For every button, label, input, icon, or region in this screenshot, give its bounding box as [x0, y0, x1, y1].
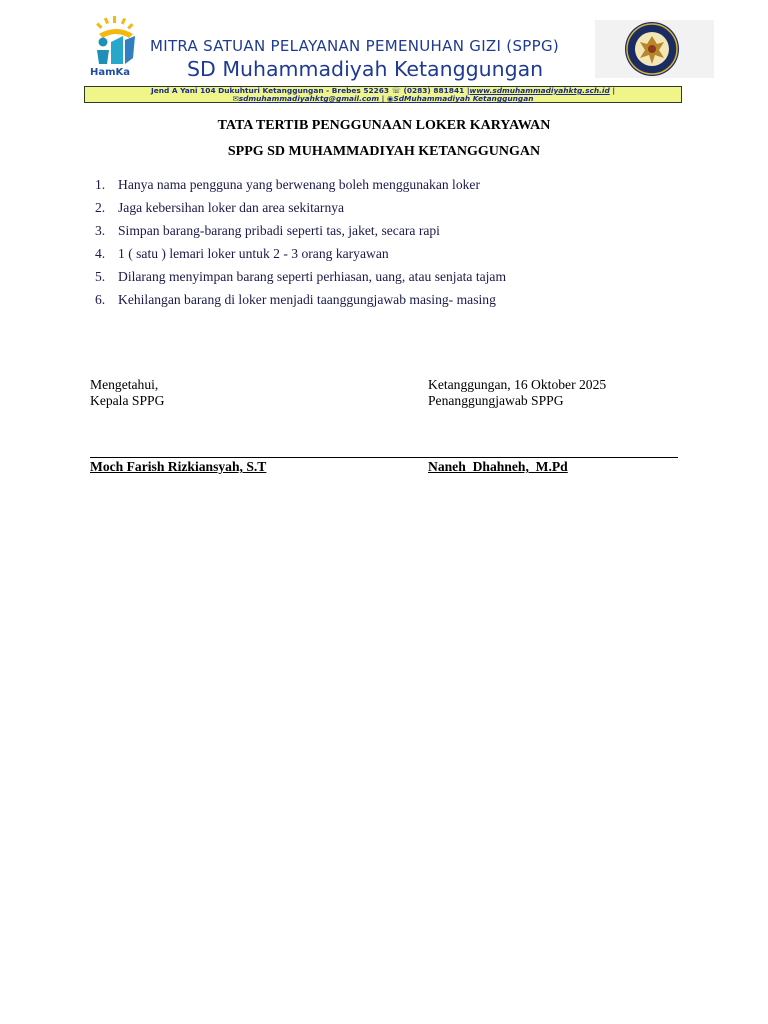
phone-icon: ☏: [391, 86, 401, 95]
rule-number: 6.: [95, 292, 106, 307]
signature-left-block: [90, 377, 164, 409]
address-line1: Jend A Yani 104 Dukuhturi Ketanggungan - Brebes 52263 ☏ (0283) 881841 |www.sdmuhammadiyahktg.sch.id |: [150, 86, 616, 95]
rule-text: 1 ( satu ) lemari loker untuk 2 - 3 orang karyawan: [118, 246, 389, 261]
mail-icon: ✉: [232, 94, 239, 103]
right-role-label: Penanggungjawab SPPG: [428, 393, 564, 408]
rule-item: [95, 200, 506, 223]
rule-number: 3.: [95, 223, 106, 238]
header-title-line2: SD Muhammadiyah Ketanggungan: [187, 57, 544, 81]
left-role-label: Kepala SPPG: [90, 393, 165, 408]
rule-number: 4.: [95, 246, 106, 261]
rule-text: Simpan barang-barang pribadi seperti tas, jaket, secara rapi: [118, 223, 440, 238]
rule-item: [95, 269, 506, 292]
header-title-line1: MITRA SATUAN PELAYANAN PEMENUHAN GIZI (SPPG): [150, 37, 560, 55]
rule-text: Dilarang menyimpan barang seperti perhiasan, uang, atau senjata tajam: [118, 269, 507, 284]
rule-number: 1.: [95, 177, 106, 192]
address-street: Jend A Yani 104 Dukuhturi Ketanggungan - Brebes 52263: [150, 86, 390, 95]
rule-text: Jaga kebersihan loker dan area sekitarnya: [118, 200, 345, 215]
rules-list: [95, 177, 506, 315]
document-title: TATA TERTIB PENGGUNAAN LOKER KARYAWAN: [217, 118, 551, 133]
rule-item: [95, 292, 506, 315]
hamka-logo-text: HamKa: [90, 67, 131, 78]
signature-divider: [90, 457, 678, 458]
email-link[interactable]: sdmuhammadiyahktg@gmail.com: [238, 94, 380, 103]
rule-text: Hanya nama pengguna yang berwenang boleh menggunakan loker: [118, 177, 480, 192]
address-phone: (0283) 881841: [403, 86, 465, 95]
hamka-logo: [89, 14, 143, 80]
left-signatory-name: Moch Farish Rizkiansyah, S.T: [90, 459, 267, 474]
rule-item: [95, 246, 506, 269]
document-subtitle: SPPG SD MUHAMMADIYAH KETANGGUNGAN: [227, 144, 541, 159]
rule-item: [95, 177, 506, 200]
place-date-label: Ketanggungan, 16 Oktober 2025: [428, 377, 607, 392]
address-bar: [84, 86, 682, 103]
social-icon: ◉: [386, 94, 394, 103]
rule-item: [95, 223, 506, 246]
acknowledged-label: Mengetahui,: [90, 377, 159, 392]
website-link[interactable]: www.sdmuhammadiyahktg.sch.id: [469, 86, 610, 95]
signature-right-block: [428, 377, 606, 409]
rule-number: 5.: [95, 269, 106, 284]
bgn-seal-logo: [595, 20, 714, 78]
right-signatory-name: Naneh Dhahneh, M.Pd: [428, 459, 568, 474]
rule-text: Kehilangan barang di loker menjadi taanggungjawab masing- masing: [118, 292, 496, 307]
address-line2: ✉sdmuhammadiyahktg@gmail.com | ◉SdMuhammadiyah Ketanggungan: [232, 94, 534, 103]
rule-number: 2.: [95, 200, 106, 215]
social-link[interactable]: SdMuhammadiyah Ketanggungan: [393, 94, 534, 103]
